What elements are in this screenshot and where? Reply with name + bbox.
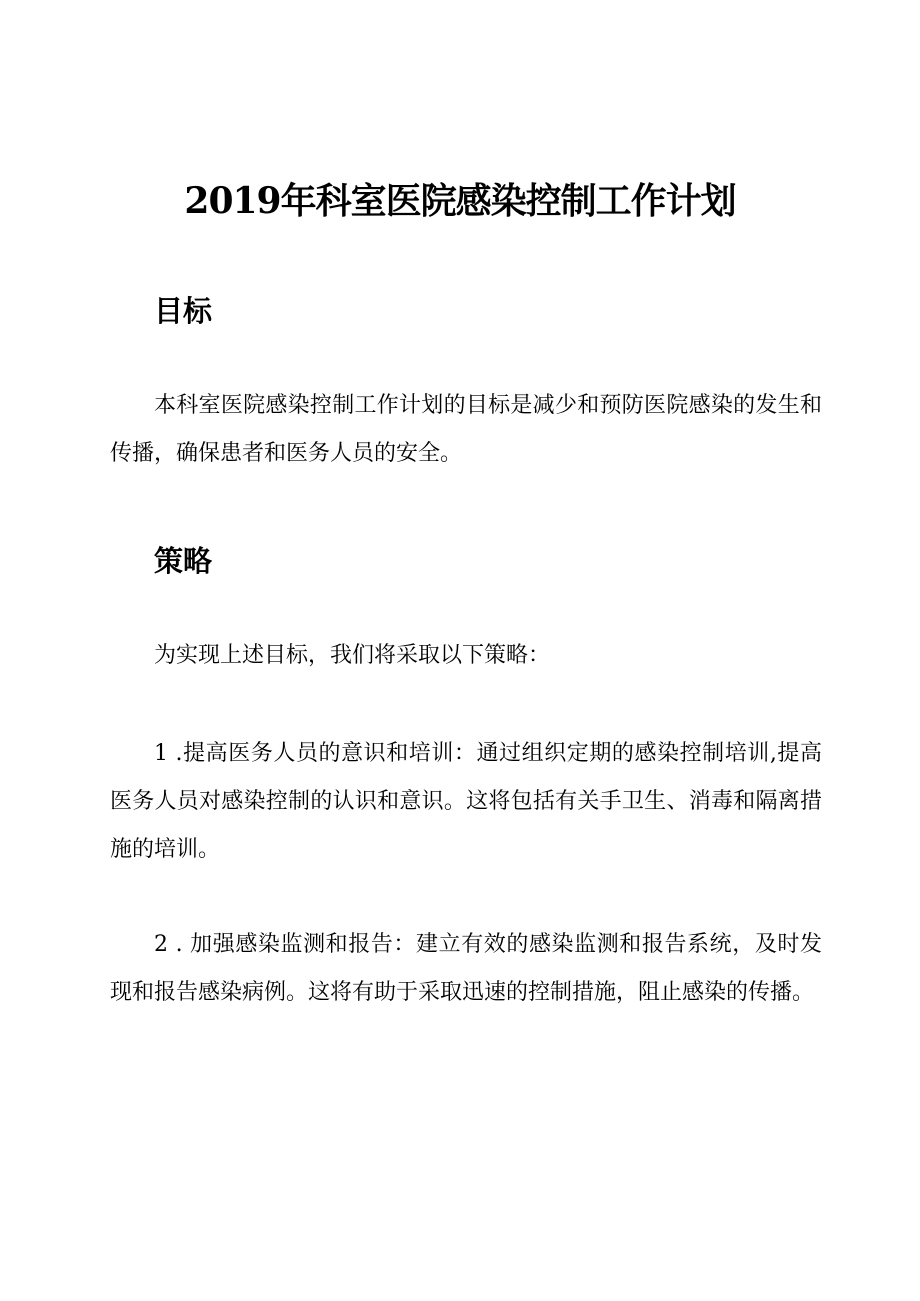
goal-paragraph: 本科室医院感染控制工作计划的目标是减少和预防医院感染的发生和传播，确保患者和医务人员的安全。 <box>110 393 822 466</box>
strategy-item-2: 2 . 加强感染监测和报告：建立有效的感染监测和报告系统，及时发现和报告感染病例。这将有助于采取迅速的控制措施，阻止感染的传播。 <box>110 932 822 1005</box>
section-heading-goal: 目标 <box>154 294 213 328</box>
strategy-intro-paragraph: 为实现上述目标，我们将采取以下策略： <box>154 643 551 668</box>
strategy-item-1: 1 .提高医务人员的意识和培训：通过组织定期的感染控制培训,提高医务人员对感染控制的认识和意识。这将包括有关手卫生、消毒和隔离措施的培训。 <box>110 741 822 862</box>
section-heading-strategy: 策略 <box>154 544 213 578</box>
document-title: 2019年科室医院感染控制工作计划 <box>184 180 736 222</box>
